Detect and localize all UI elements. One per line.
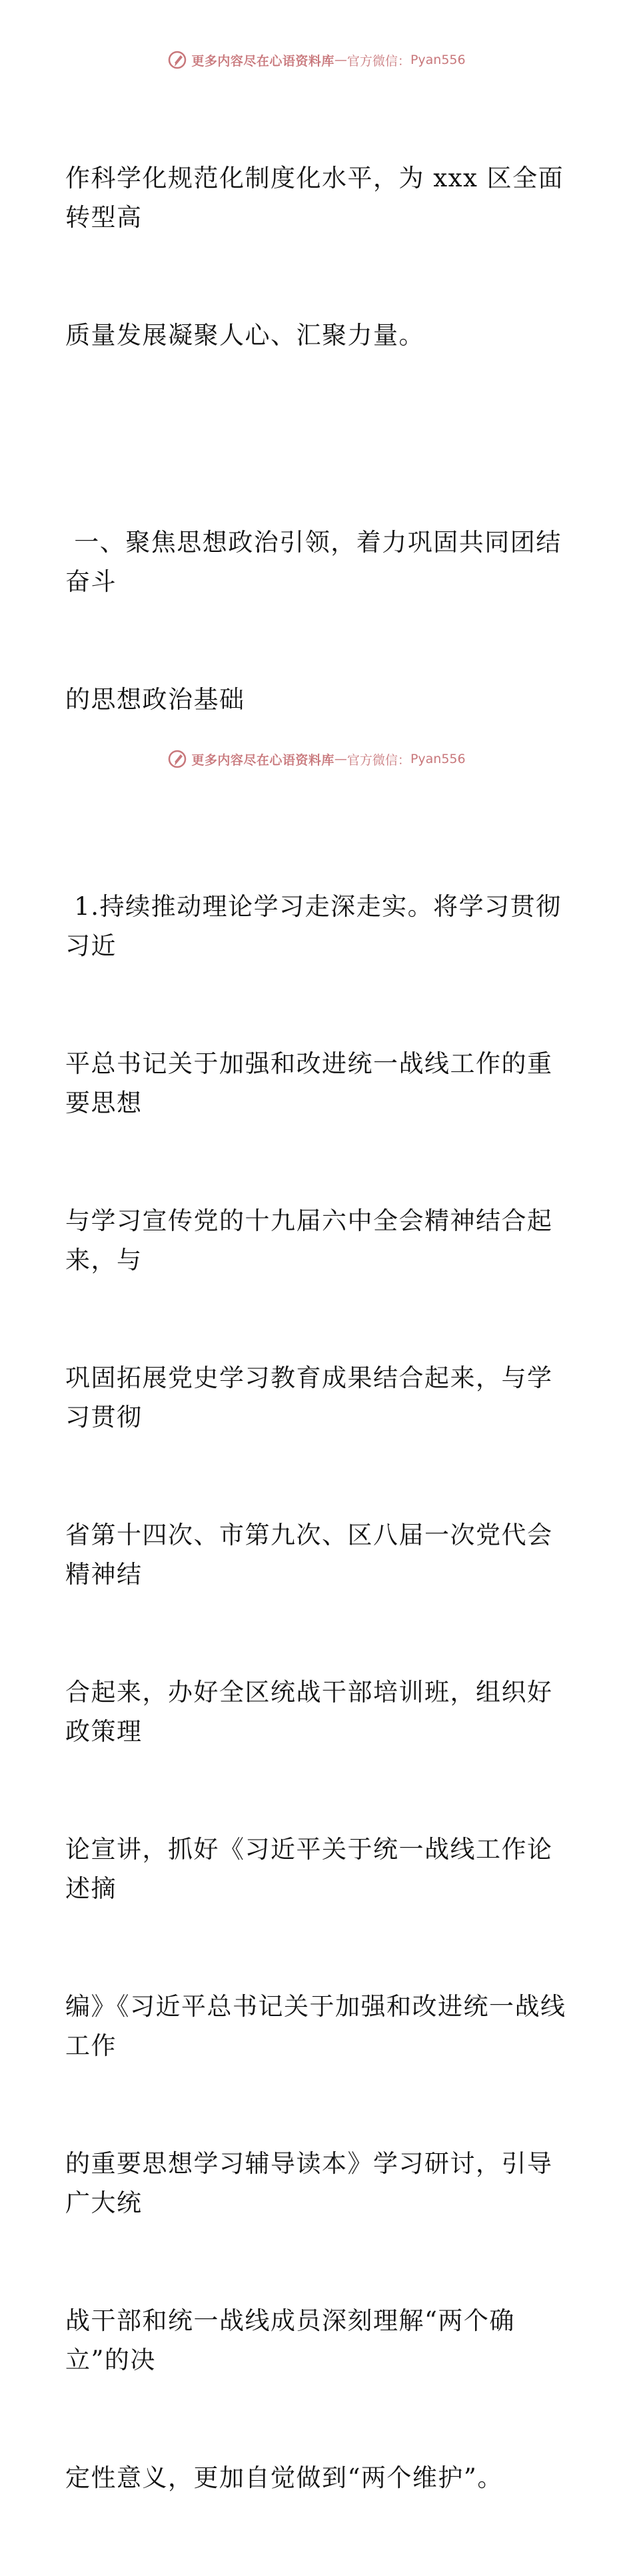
pen-logo-icon <box>167 50 187 70</box>
watermark-wechat-label: 官方微信： <box>346 752 410 768</box>
document-body <box>65 80 572 2576</box>
text-line: 质量发展凝聚人心、汇聚力量。 <box>65 321 424 350</box>
text-line: 与学习宣传党的十九届六中全会精神结合起来，与 <box>65 1206 553 1274</box>
text-line: 平总书记关于加强和改进统一战线工作的重要思想 <box>65 1049 553 1117</box>
text-line: 的重要思想学习辅导读本》学习研讨，引导广大统 <box>65 2149 553 2217</box>
watermark-wechat-label: 官方微信： <box>346 53 410 69</box>
text-line: 作科学化规范化制度化水平，为 xxx 区全面转型高 <box>65 164 564 232</box>
watermark-wechat-id: Pyan556 <box>410 53 466 67</box>
watermark-banner-top <box>0 47 633 73</box>
text-line: 巩固拓展党史学习教育成果结合起来，与学习贯彻 <box>65 1364 553 1431</box>
text-line: 战干部和统一战线成员深刻理解“两个确立”的决 <box>65 2306 515 2374</box>
text-line: 一、聚焦思想政治引领，着力巩固共同团结奋斗 <box>65 528 562 596</box>
text-line: 1.持续推动理论学习走深走实。将学习贯彻习近 <box>65 892 562 960</box>
watermark-separator: — <box>334 752 347 766</box>
section-heading <box>65 444 572 798</box>
watermark-separator: — <box>334 53 347 67</box>
paragraph-intro <box>65 80 572 433</box>
text-line: 定性意义，更加自觉做到“两个维护”。 <box>65 2463 503 2492</box>
text-line: 合起来，办好全区统战干部培训班，组织好政策理 <box>65 1678 553 1746</box>
text-line: 编》《习近平总书记关于加强和改进统一战线工作 <box>65 1992 566 2060</box>
watermark-text: 更多内容尽在心语资料库 <box>191 53 334 69</box>
watermark-wechat-id: Pyan556 <box>410 752 466 766</box>
text-line: 省第十四次、市第九次、区八届一次党代会精神结 <box>65 1521 553 1589</box>
text-line: 论宣讲，抓好《习近平关于统一战线工作论述摘 <box>65 1835 553 1903</box>
text-line: 的思想政治基础 <box>65 685 245 714</box>
watermark-text: 更多内容尽在心语资料库 <box>191 752 334 768</box>
pen-logo-icon <box>167 749 187 769</box>
paragraph-item-1 <box>65 808 572 2576</box>
watermark-banner-bottom <box>0 746 633 772</box>
